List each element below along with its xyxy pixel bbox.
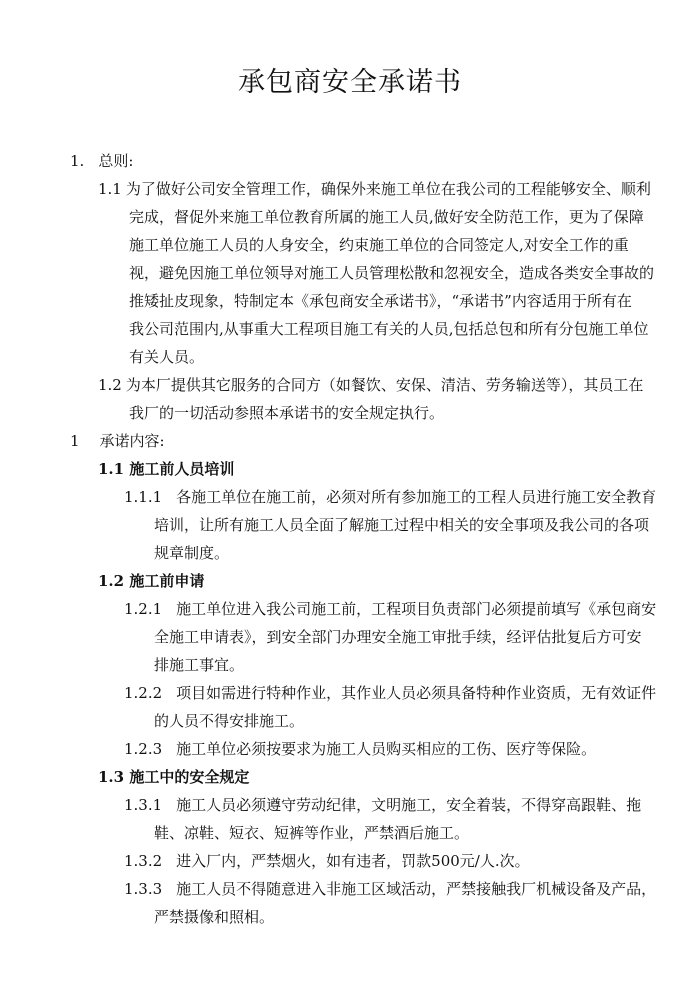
paragraph-line: 1.3.1 施工人员必须遵守劳动纪律，文明施工，安全着装，不得穿高跟鞋、拖 (124, 796, 642, 814)
clause-number: 1.1 (98, 180, 122, 198)
section-1-header (70, 151, 133, 171)
paragraph-line: 1.1 为了做好公司安全管理工作，确保外来施工单位在我公司的工程能够安全、顺利 (98, 180, 651, 198)
paragraph-line: 有关人员。 (129, 348, 205, 366)
paragraph-line: 推矮扯皮现象，特制定本《承包商安全承诺书》，“承诺书”内容适用于所有在 (129, 292, 632, 310)
clause-number: 1.2 (98, 376, 122, 394)
paragraph-line: 全施工申请表》，到安全部门办理安全施工审批手续，经评估批复后方可安 (154, 628, 642, 646)
paragraph-line: 1.2 为本厂提供其它服务的合同方（如餐饮、安保、清洁、劳务输送等），其员工在 (98, 376, 644, 394)
clause-number: 1.3.2 (124, 852, 163, 870)
subsection-heading: 1.3 施工中的安全规定 (98, 768, 250, 786)
clause-number: 1.3.3 (124, 880, 163, 898)
subsection-heading: 1.1 施工前人员培训 (98, 460, 235, 478)
paragraph-line: 1.3.3 施工人员不得随意进入非施工区域活动，严禁接触我厂机械设备及产品， (124, 880, 657, 898)
clause-number: 1.2.1 (124, 600, 163, 618)
paragraph-line: 培训，让所有施工人员全面了解施工过程中相关的安全事项及我公司的各项 (154, 516, 650, 534)
subsection-heading: 1.2 施工前申请 (98, 572, 205, 590)
paragraph-line: 1.3.2 进入厂内，严禁烟火，如有违者，罚款500元/人.次。 (124, 852, 530, 870)
clause-number: 1.1.1 (124, 488, 163, 506)
paragraph-line: 排施工事宜。 (154, 656, 245, 674)
paragraph-line: 的人员不得安排施工。 (154, 712, 305, 730)
paragraph-line: 1.2.3 施工单位必须按要求为施工人员购买相应的工伤、医疗等保险。 (124, 740, 597, 758)
paragraph-line: 鞋、凉鞋、短衣、短裤等作业，严禁酒后施工。 (154, 824, 470, 842)
paragraph-line: 视，避免因施工单位领导对施工人员管理松散和忽视安全，造成各类安全事故的 (129, 264, 655, 282)
paragraph-line: 1.2.2 项目如需进行特种作业，其作业人员必须具备特种作业资质，无有效证件 (124, 684, 657, 702)
paragraph-line: 完成，督促外来施工单位教育所属的施工人员,做好安全防范工作，更为了保障 (129, 208, 644, 226)
paragraph-line: 严禁摄像和照相。 (154, 908, 275, 926)
paragraph-line: 规章制度。 (154, 544, 230, 562)
clause-number: 1.2.3 (124, 740, 163, 758)
section-heading: 总则: (98, 152, 134, 170)
clause-number: 1.3.1 (124, 796, 163, 814)
section-number: 1. (70, 152, 85, 170)
paragraph-line: 我公司范围内,从事重大工程项目施工有关的人员,包括总包和所有分包施工单位 (129, 320, 649, 338)
clause-number: 1.2.2 (124, 684, 163, 702)
section-number: 1 (70, 432, 80, 450)
section-heading: 承诺内容: (99, 432, 165, 450)
paragraph-line: 我厂的一切活动参照本承诺书的安全规定执行。 (129, 404, 445, 422)
paragraph-line: 1.1.1 各施工单位在施工前，必须对所有参加施工的工程人员进行施工安全教育 (124, 488, 657, 506)
paragraph-line: 1.2.1 施工单位进入我公司施工前，工程项目负责部门必须提前填写《承包商安 (124, 600, 657, 618)
document-title: 承包商安全承诺书 (238, 67, 462, 98)
section-2-header (70, 431, 165, 451)
paragraph-line: 施工单位施工人员的人身安全，约束施工单位的合同签定人,对安全工作的重 (129, 236, 629, 254)
